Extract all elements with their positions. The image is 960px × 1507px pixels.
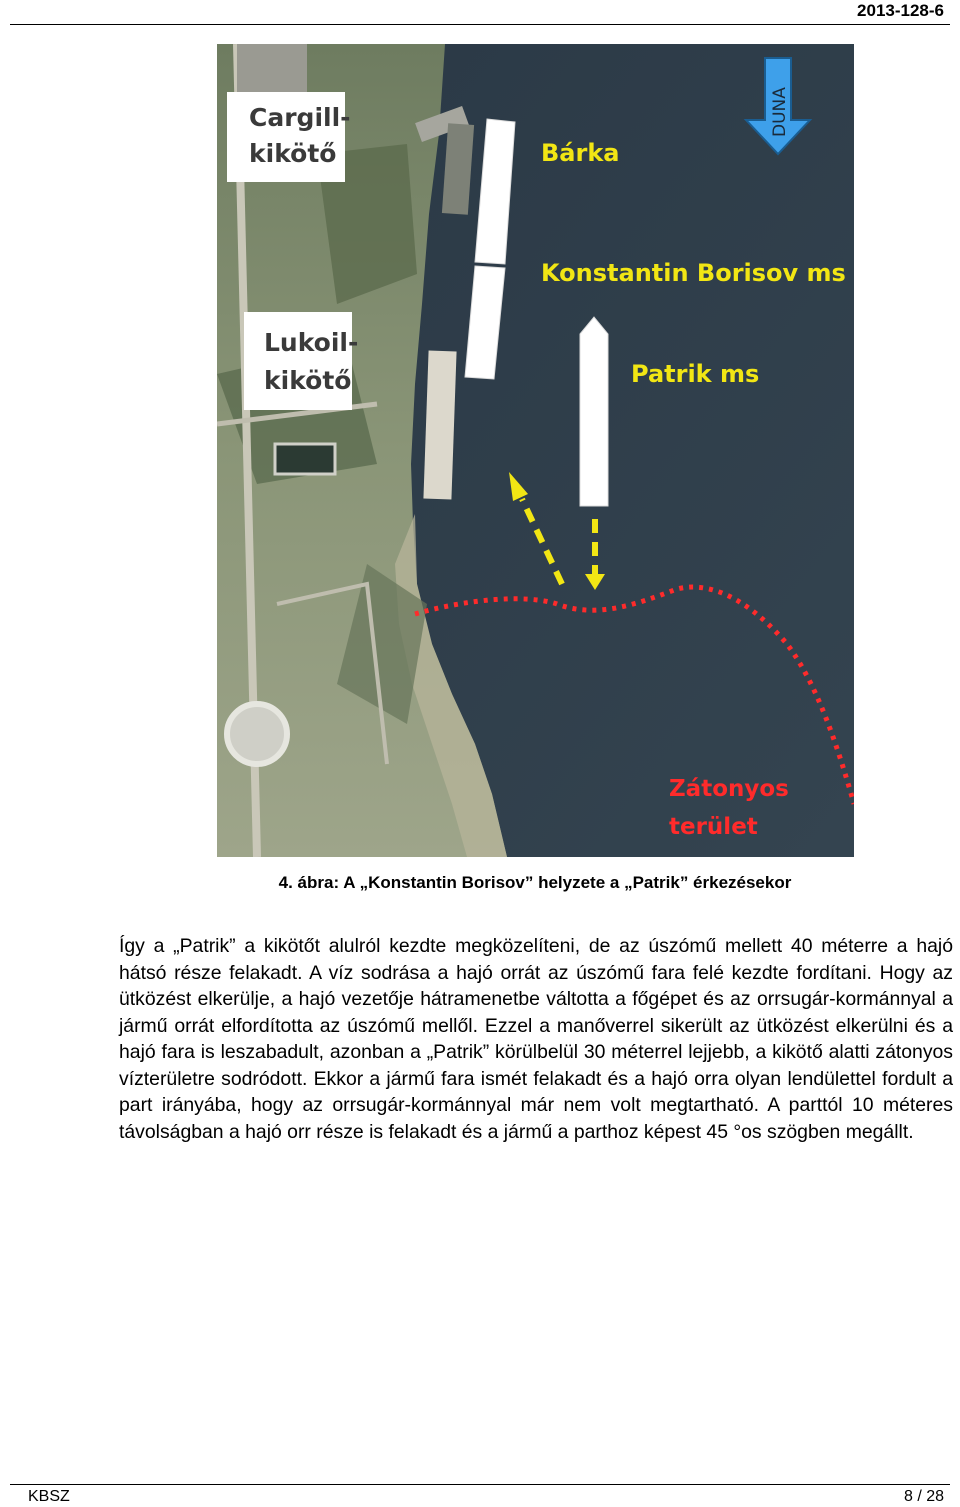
patrik-vessel <box>580 317 608 506</box>
body-text <box>119 933 953 1145</box>
header-divider <box>10 24 950 25</box>
footer-divider <box>10 1484 950 1485</box>
zatonyos-label-line1: Zátonyos <box>669 776 789 802</box>
lukoil-label-line1: Lukoil- <box>264 328 359 357</box>
lukoil-label-line2: kikötő <box>264 366 352 395</box>
lukoil-pontoon <box>423 351 456 500</box>
body-paragraph: Így a „Patrik” a kikötőt alulról kezdte megközelíteni, de az úszómű mellett 40 méterre a hajó hátsó része felakadt. A víz sodrása a hajó orrát az úszómű fara felé kezdte fordítani. Hogy az ütközést elkerülje, a hajó vezetője hátramenetbe váltotta a főgépet és az orrsugár-kormánnyal a jármű orrát elfordította az úszómű mellől. Ezzel a manőverrel sikerült az ütközést elkerülni és a hajó fara is leszabadult, azonban a „Patrik” körülbelül 30 méterrel lejjebb, a kikötő alatti zátonyos vízterületre sodródott. Ekkor a jármű fara ismét felakadt és a hajó orra olyan lendülettel fordult a part irányába, hogy az orrsugár-kormánnyal már nem volt megtartható. A parttól 10 méteres távolságban a hajó orr része is felakadt és a jármű a parthoz képest 45 °os szögben megállt. <box>119 935 953 1143</box>
patrik-label: Patrik ms <box>631 360 760 388</box>
document-id: 2013-128-6 <box>857 1 944 20</box>
storage-tank <box>227 704 287 764</box>
figure-caption: 4. ábra: A „Konstantin Borisov” helyzete a „Patrik” érkezésekor <box>278 873 792 892</box>
duna-label: DUNA <box>770 87 790 137</box>
cargill-label-line1: Cargill- <box>249 103 351 132</box>
footer-organization: KBSZ <box>28 1488 70 1505</box>
footer-page-number: 8 / 28 <box>903 1488 944 1505</box>
zatonyos-label-line2: terület <box>669 814 758 840</box>
cargill-label-line2: kikötő <box>249 139 337 168</box>
barka-label: Bárka <box>541 139 620 167</box>
satellite-map-figure <box>217 44 854 857</box>
lukoil-label-box <box>244 312 352 410</box>
basin <box>275 444 335 474</box>
konstantin-label: Konstantin Borisov ms <box>541 259 846 287</box>
